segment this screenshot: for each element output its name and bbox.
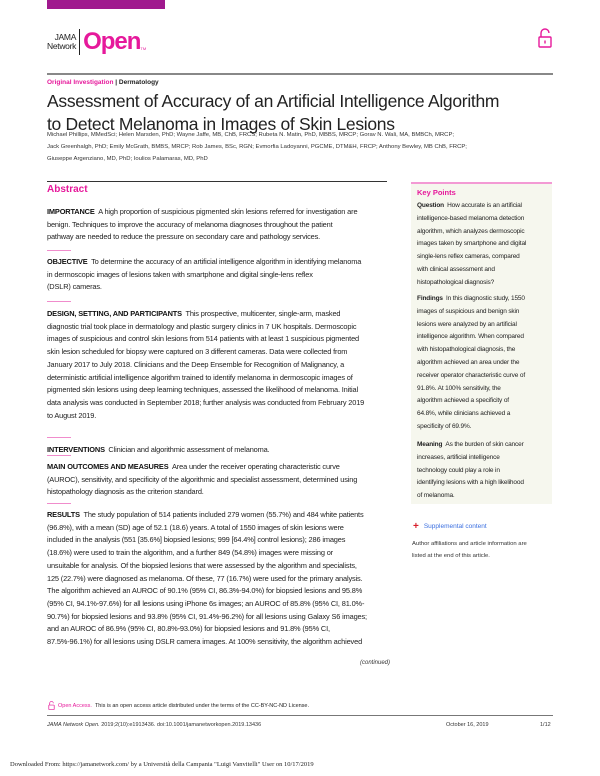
citation-doi[interactable]: 2019;2(10):e1913436. doi:10.1001/jamanetworkopen.2019.13436: [101, 722, 262, 728]
section-text: A high proportion of suspicious pigmented skin lesions referred for investigation are: [98, 207, 358, 216]
key-point-question: [417, 200, 526, 290]
text-line: [47, 461, 392, 474]
abstract-heading: Abstract: [47, 184, 88, 195]
section-text: To determine the accuracy of an artificial intelligence algorithm in identifying melanoma: [91, 257, 362, 266]
key-point-label: Meaning: [417, 441, 443, 448]
text-line: to August 2019.: [47, 410, 97, 420]
text-line: 91.8%. At 100% sensitivity, the: [417, 384, 501, 392]
text-line: (AUROC), sensitivity, and specificity of the algorithmic and specialist assessment, determined using: [47, 474, 358, 484]
header-rule: [47, 73, 553, 75]
section-label: OBJECTIVE: [47, 257, 88, 266]
section-divider: [47, 250, 71, 251]
abstract-section-interventions: [47, 444, 392, 457]
text-line: intelligence-based melanoma detection: [417, 214, 525, 222]
section-divider: [47, 437, 71, 438]
abstract-section-importance: [47, 206, 392, 244]
text-line: intelligence algorithm. When compared: [417, 333, 524, 341]
text-line: benign. Techniques to improve the accuracy of melanoma diagnoses throughout the patient: [47, 219, 333, 229]
text-line: [47, 308, 392, 321]
text-line: 64.8%, while clinicians achieved a: [417, 410, 511, 418]
abstract-section-main-outcomes-and-measures: [47, 461, 392, 499]
jama-network-open-logo: [47, 27, 146, 57]
key-point-text: As the burden of skin cancer: [445, 441, 524, 448]
footer-rule: [47, 715, 553, 716]
text-line: (DSLR) cameras.: [47, 282, 102, 292]
text-line: included in the analysis (551 [35.6%] biopsied lesions; 999 [64.4%] control lesions); 286 images: [47, 535, 346, 545]
abstract-section-objective: [47, 256, 392, 294]
text-line: with histopathological diagnosis, the: [417, 346, 516, 354]
section-divider: [47, 503, 71, 504]
section-text: Area under the receiver operating characteristic curve: [172, 462, 340, 471]
text-line: [417, 293, 525, 306]
text-line: histopathology diagnosis as the criterion standard.: [47, 487, 204, 497]
abstract-rule: [47, 181, 387, 182]
text-line: data analysis was conducted in September 2018; further analysis was conducted from February 2019: [47, 397, 365, 407]
plus-icon: +: [413, 521, 419, 532]
page-number: 1/12: [540, 722, 551, 728]
authors-line: Jack Greenhalgh, PhD; Emily McGrath, BMBS, MRCP; Rob James, BSc, RGN; Evmorfia Ladoyanni, PGCME, DTM&H, FRCP; Anthony Bewley, MB ChB, FRCP;: [47, 144, 467, 150]
text-line: skin lesion scheduled for biopsy were captured on 3 different cameras. Data were collected from: [47, 347, 348, 357]
authors-line: Michael Phillips, MMedSci; Helen Marsden, PhD; Wayne Jaffe, MB, ChB, FRCS; Rubeta N. Matin, PhD, MBBS, MRCP; Gorav N. Wali, MA, BMBCh, MRCP;: [47, 132, 455, 138]
text-line: and an AUROC of 86.9% (95% CI, 80.8%-93.0%) for biopsied lesions and 91.8% (95% CI,: [47, 624, 330, 634]
continued-note: (continued): [360, 660, 391, 666]
key-point-label: Findings: [417, 295, 443, 302]
open-access-lock-icon: [538, 28, 552, 48]
key-point-meaning: [417, 439, 524, 503]
text-line: (18.6%) were used to train the algorithm, and a further 849 (54.8%) images were missing or: [47, 548, 333, 558]
open-access-text: This is an open access article distributed under the terms of the CC-BY-NC-ND License.: [94, 702, 310, 709]
text-line: lesions were analyzed by an artificial: [417, 320, 517, 328]
key-point-findings: [417, 293, 525, 434]
text-line: 90.7%) for biopsied lesions and 93.8% (95% CI, 91.4%-96.2%) for all lesions using Galaxy S6 images;: [47, 611, 367, 621]
journal-name: JAMA Network Open.: [47, 722, 100, 728]
text-line: identifying lesions with a high likelihood: [417, 479, 524, 487]
text-line: [47, 206, 392, 219]
open-access-lock-icon: [48, 701, 55, 710]
text-line: images of suspicious and benign skin: [417, 307, 520, 315]
text-line: with clinical assessment and: [417, 265, 495, 273]
text-line: (95% CI, 94.1%-97.6%) for all lesions using iPhone 6s images; an AUROC of 85.8% (95% CI, 81.0%-: [47, 598, 365, 608]
text-line: diagnostic trial took place in dermatology and plastic surgery clinics in 7 UK hospitals. Dermoscopic: [47, 321, 357, 331]
text-line: receiver operator characteristic curve of: [417, 371, 526, 379]
open-access-note: [48, 701, 309, 710]
text-line: technology could play a role in: [417, 466, 500, 474]
text-line: algorithm achieved a specificity of: [417, 397, 509, 405]
text-line: images taken by smartphone and digital: [417, 240, 527, 248]
section-label: DESIGN, SETTING, AND PARTICIPANTS: [47, 309, 182, 318]
logo-jama: JAMA: [54, 32, 77, 42]
title-line: to Detect Melanoma in Images of Skin Lesions: [47, 114, 395, 134]
authors-line: Giuseppe Argenziano, MD, PhD; Ioulios Palamaras, MD, PhD: [47, 156, 208, 162]
text-line: pathway are needed to reduce the pressure on secondary care and pathology services.: [47, 232, 321, 242]
key-point-text: How accurate is an artificial: [447, 202, 522, 209]
text-line: 87.5%-96.1%) for all lesions using DSLR camera images. At 100% sensitivity, the algorithm achieved: [47, 637, 363, 647]
key-points-heading: Key Points: [417, 188, 456, 197]
logo-network: Network: [47, 41, 77, 51]
publication-date: October 16, 2019: [446, 722, 489, 728]
supplemental-content-link[interactable]: [413, 521, 487, 532]
section-divider: [47, 455, 71, 456]
text-line: [47, 444, 392, 457]
text-line: [417, 439, 524, 452]
download-stamp: Downloaded From: https://jamanetwork.com/ by a Università della Campania "Luigi Vanvitelli" User on 10/17/2019: [10, 761, 314, 768]
citation: [47, 722, 261, 728]
text-line: specificity of 69.9%.: [417, 422, 472, 430]
text-line: [47, 509, 392, 522]
abstract-section-results: [47, 509, 392, 649]
section-text: This prospective, multicenter, single-arm, masked: [185, 309, 341, 318]
affiliations-line: listed at the end of this article.: [412, 553, 490, 559]
title-line: Assessment of Accuracy of an Artificial Intelligence Algorithm: [47, 91, 500, 111]
abstract-section-design-setting-and-participants: [47, 308, 392, 422]
text-line: single-lens reflex cameras, compared: [417, 253, 520, 261]
section-divider: [47, 301, 71, 302]
text-line: [47, 256, 392, 269]
text-line: algorithm achieved an area under the: [417, 358, 520, 366]
brand-top-bar: [47, 0, 165, 9]
text-line: images of suspicious and control skin lesions from 514 patients with at least 1 suspicious pigmented: [47, 334, 360, 344]
key-point-text: In this diagnostic study, 1550: [446, 295, 525, 302]
text-line: pigmented skin lesions using deep learning techniques, assessed the likelihood of melanoma. Initial: [47, 385, 358, 395]
section-label: MAIN OUTCOMES AND MEASURES: [47, 462, 169, 471]
section-label: INTERVENTIONS: [47, 445, 105, 454]
author-affiliations-note: [412, 538, 527, 562]
subcategory-label[interactable]: Dermatology: [118, 79, 159, 86]
key-point-label: Question: [417, 202, 444, 209]
logo-open: Open: [83, 28, 141, 55]
logo-tm: TM: [140, 46, 147, 51]
affiliations-line: Author affiliations and article information are: [412, 541, 527, 547]
text-line: January 2017 to July 2018. Clinicians and the Deep Ensemble for Recognition of Malignancy, a: [47, 359, 345, 369]
section-label: RESULTS: [47, 510, 80, 519]
section-label: IMPORTANCE: [47, 207, 95, 216]
section-text: Clinician and algorithmic assessment of melanoma.: [108, 445, 270, 454]
text-line: histopathological diagnosis?: [417, 278, 495, 286]
category-label[interactable]: Original Investigation: [47, 79, 114, 86]
text-line: (96.8%), with a mean (SD) age of 52.1 (18.6) years. A total of 1550 images of skin lesions were: [47, 522, 344, 532]
article-category: [47, 79, 159, 86]
text-line: increases, artificial intelligence: [417, 453, 500, 461]
text-line: [417, 200, 526, 213]
text-line: 125 (22.7%) were diagnosed as melanoma. Of these, 77 (16.7%) were used for the primary analysis.: [47, 573, 363, 583]
open-access-label: Open Access.: [58, 702, 92, 709]
text-line: unsuitable for analysis. Of the biopsied lesions that were assessed by the algorithm and specialists,: [47, 560, 357, 570]
text-line: The algorithm achieved an AUROC of 90.1% (95% CI, 86.3%-94.0%) for biopsied lesions and 95.8%: [47, 586, 363, 596]
text-line: algorithm, which analyzes dermoscopic: [417, 227, 525, 235]
text-line: deterministic artificial intelligence algorithm trained to identify melanoma in dermoscopic images of: [47, 372, 353, 382]
category-separator: |: [115, 79, 118, 86]
supplemental-label[interactable]: Supplemental content: [423, 523, 487, 530]
author-list: [47, 129, 517, 165]
text-line: in dermoscopic images of lesions taken with smartphone and digital single-lens reflex: [47, 269, 313, 279]
text-line: of melanoma.: [417, 492, 455, 500]
section-text: The study population of 514 patients included 279 women (55.7%) and 484 white patients: [83, 510, 364, 519]
